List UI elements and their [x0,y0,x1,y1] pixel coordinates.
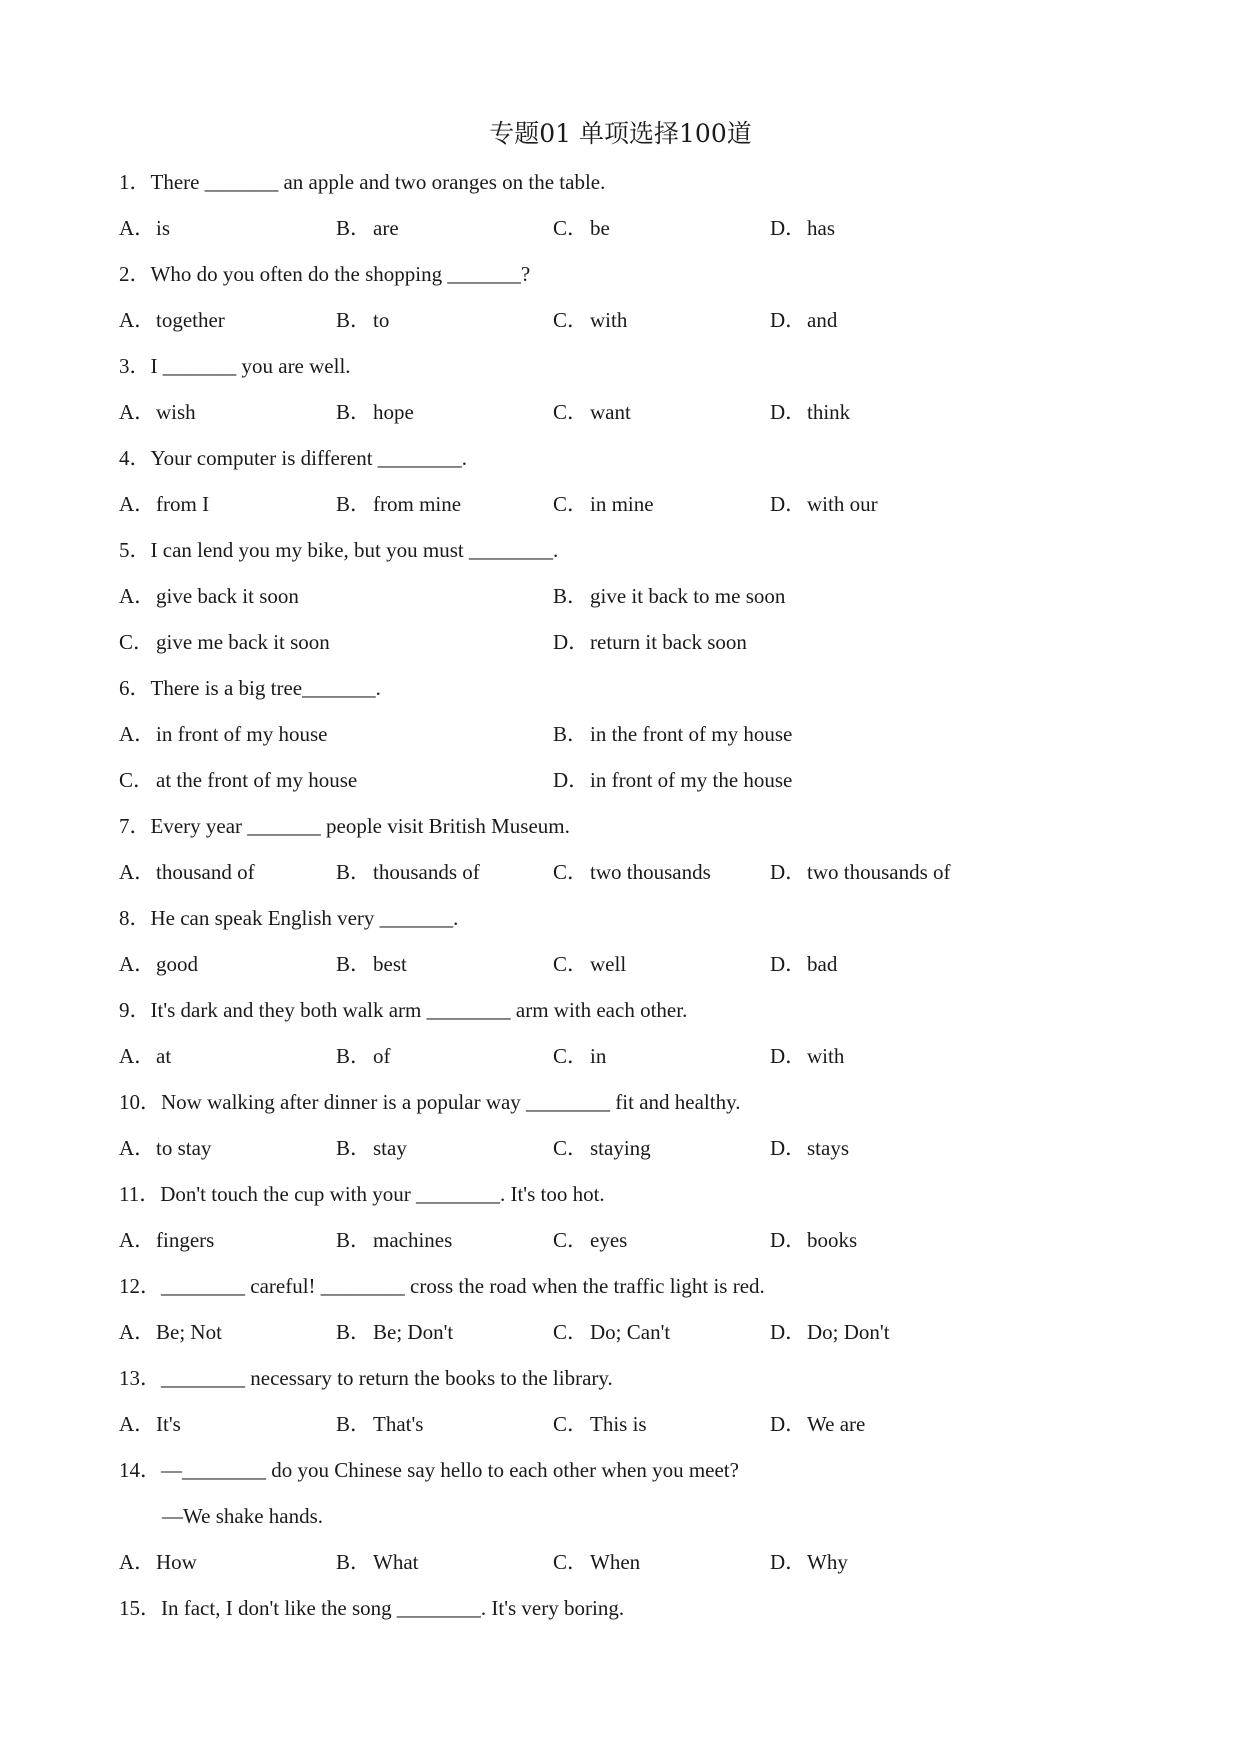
answer-option[interactable] [119,212,170,244]
options-row [119,718,1159,764]
option-letter: D． [770,308,807,332]
option-text: fingers [156,1228,215,1252]
option-letter: A． [119,1320,156,1344]
answer-option[interactable] [119,948,198,980]
option-text: in the front of my house [590,722,793,746]
question-text: ________ necessary to return the books to the library. [161,1366,613,1390]
question-text: I _______ you are well. [150,354,351,378]
answer-option[interactable] [336,212,399,244]
answer-option[interactable] [336,304,389,336]
option-text: give me back it soon [156,630,330,654]
question-text: Who do you often do the shopping _______? [150,262,531,286]
answer-option[interactable] [553,488,654,520]
option-text: What [373,1550,419,1574]
question-stem [119,902,1159,948]
option-letter: D． [770,1550,807,1574]
answer-option[interactable] [119,626,330,658]
option-letter: C． [553,1228,589,1252]
option-text: to stay [156,1136,212,1160]
question-number: 12． [119,1274,161,1298]
question-stem [119,1454,1159,1500]
option-letter: D． [553,768,590,792]
options-row [119,1316,1159,1362]
option-letter: B． [553,722,589,746]
question-text: In fact, I don't like the song ________. It's very boring. [161,1596,625,1620]
option-letter: C． [553,1136,589,1160]
option-text: Do; Can't [590,1320,671,1344]
question-text: He can speak English very _______. [150,906,459,930]
answer-option[interactable] [119,1316,222,1348]
option-text: staying [590,1136,651,1160]
option-text: two thousands [590,860,711,884]
option-text: from I [156,492,210,516]
answer-option[interactable] [553,856,711,888]
answer-option[interactable] [336,1224,452,1256]
answer-option[interactable] [553,212,610,244]
question-stem [119,1178,1159,1224]
answer-option[interactable] [770,1316,890,1348]
question-text: It's dark and they both walk arm ________ arm with each other. [150,998,688,1022]
question-stem [119,442,1159,488]
option-letter: D． [553,630,590,654]
answer-option[interactable] [553,1316,670,1348]
question-text: Your computer is different ________. [150,446,468,470]
answer-option[interactable] [770,212,835,244]
answer-option[interactable] [770,488,878,520]
answer-option[interactable] [553,764,792,796]
option-letter: B． [553,584,589,608]
question-number: 5． [119,538,151,562]
option-letter: B． [336,952,372,976]
option-text: has [807,216,835,240]
option-text: wish [156,400,196,424]
option-letter: A． [119,492,156,516]
option-letter: A． [119,584,156,608]
answer-option[interactable] [553,1224,627,1256]
option-letter: C． [553,216,589,240]
answer-option[interactable] [770,1132,849,1164]
option-text: in [590,1044,607,1068]
answer-option[interactable] [119,718,327,750]
option-letter: B． [336,860,372,884]
option-text: to [373,308,390,332]
option-text: best [373,952,407,976]
answer-option[interactable] [553,1040,606,1072]
page-title: 专题01 单项选择100道 [489,119,752,148]
option-text: is [156,216,171,240]
option-letter: B． [336,1044,372,1068]
option-text: well [590,952,627,976]
answer-option[interactable] [770,948,837,980]
option-text: are [373,216,399,240]
answer-option[interactable] [770,856,951,888]
answer-option[interactable] [553,948,626,980]
option-letter: A． [119,952,156,976]
option-letter: C． [553,308,589,332]
option-text: thousands of [373,860,480,884]
answer-option[interactable] [336,948,407,980]
option-text: Why [807,1550,848,1574]
option-letter: C． [553,1320,589,1344]
options-row [119,1040,1159,1086]
options-row [119,856,1159,902]
option-letter: A． [119,216,156,240]
question-list [119,166,1159,1638]
question-number: 11． [119,1182,161,1206]
option-letter: A． [119,1136,156,1160]
question-number: 14． [119,1458,161,1482]
answer-option[interactable] [770,1040,844,1072]
question-stem [119,672,1159,718]
option-letter: C． [553,1044,589,1068]
option-letter: B． [336,1412,372,1436]
options-row [119,1546,1159,1592]
answer-option[interactable] [119,1132,211,1164]
option-text: two thousands of [807,860,951,884]
option-letter: A． [119,1550,156,1574]
answer-option[interactable] [119,1546,197,1578]
answer-option[interactable] [336,1040,391,1072]
option-letter: A． [119,308,156,332]
answer-option[interactable] [336,1316,453,1348]
answer-option[interactable] [119,304,225,336]
option-letter: D． [770,952,807,976]
answer-option[interactable] [553,1408,647,1440]
question-stem [119,1592,1159,1638]
question-text: ________ careful! ________ cross the road when the traffic light is red. [161,1274,765,1298]
question-text: —________ do you Chinese say hello to each other when you meet? [161,1458,739,1482]
option-text: Be; Not [156,1320,222,1344]
option-text: give back it soon [156,584,299,608]
options-row [119,488,1159,534]
option-text: This is [590,1412,647,1436]
option-text: eyes [590,1228,628,1252]
question-number: 9． [119,998,151,1022]
question-number: 3． [119,354,151,378]
answer-option[interactable] [119,764,357,796]
answer-option[interactable] [119,1408,181,1440]
option-letter: A． [119,400,156,424]
answer-option[interactable] [336,488,461,520]
option-text: think [807,400,851,424]
answer-option[interactable] [770,1408,865,1440]
options-row [119,212,1159,258]
option-letter: D． [770,492,807,516]
option-text: together [156,308,225,332]
question-number: 7． [119,814,151,838]
answer-option[interactable] [336,396,414,428]
answer-option[interactable] [336,1132,407,1164]
option-text: and [807,308,838,332]
question-text: Don't touch the cup with your ________. It's too hot. [160,1182,605,1206]
option-text: bad [807,952,838,976]
option-text: stay [373,1136,407,1160]
option-text: machines [373,1228,453,1252]
answer-option[interactable] [770,396,850,428]
option-letter: B． [336,492,372,516]
question-number: 2． [119,262,151,286]
option-text: at [156,1044,172,1068]
option-letter: B． [336,308,372,332]
question-text: Now walking after dinner is a popular way ________ fit and healthy. [161,1090,741,1114]
answer-option[interactable] [119,856,255,888]
option-text: It's [156,1412,181,1436]
option-text: When [590,1550,641,1574]
question-text: Every year _______ people visit British Museum. [150,814,570,838]
question-number: 6． [119,676,151,700]
answer-option[interactable] [119,1040,171,1072]
question-number: 13． [119,1366,161,1390]
option-text: Be; Don't [373,1320,454,1344]
question-number: 4． [119,446,151,470]
option-letter: C． [553,492,589,516]
option-letter: D． [770,1228,807,1252]
option-letter: A． [119,1228,156,1252]
answer-option[interactable] [553,718,792,750]
option-letter: D． [770,1136,807,1160]
answer-option[interactable] [336,1408,423,1440]
question-text: There is a big tree_______. [150,676,381,700]
option-letter: D． [770,400,807,424]
options-row [119,1224,1159,1270]
options-row [119,396,1159,442]
option-text: return it back soon [590,630,747,654]
option-letter: C． [553,1412,589,1436]
option-text: give it back to me soon [590,584,786,608]
option-text: stays [807,1136,849,1160]
option-text: at the front of my house [156,768,358,792]
options-row [119,1132,1159,1178]
option-text: That's [373,1412,424,1436]
option-text: from mine [373,492,462,516]
option-text: want [590,400,631,424]
option-text: in mine [590,492,654,516]
option-letter: D． [770,1044,807,1068]
option-letter: D． [770,860,807,884]
answer-option[interactable] [553,396,631,428]
question-number: 15． [119,1596,161,1620]
option-letter: B． [336,1228,372,1252]
question-stem [119,810,1159,856]
option-letter: A． [119,722,156,746]
answer-option[interactable] [553,1546,640,1578]
option-text: in front of my house [156,722,328,746]
options-row [119,1408,1159,1454]
option-letter: A． [119,1044,156,1068]
option-letter: D． [770,216,807,240]
option-text: with our [807,492,878,516]
option-text: with [590,308,628,332]
option-letter: D． [770,1412,807,1436]
question-number: 8． [119,906,151,930]
option-letter: C． [119,768,155,792]
answer-option[interactable] [770,304,837,336]
option-letter: C． [553,860,589,884]
option-letter: A． [119,1412,156,1436]
options-row [119,764,1159,810]
question-text: There _______ an apple and two oranges on the table. [150,170,606,194]
option-text: thousand of [156,860,255,884]
option-text: with [807,1044,845,1068]
options-row [119,304,1159,350]
option-text: be [590,216,610,240]
question-number: 10． [119,1090,161,1114]
option-text: good [156,952,198,976]
question-number: 1． [119,170,151,194]
answer-option[interactable] [119,580,299,612]
option-text: books [807,1228,858,1252]
question-stem [119,1270,1159,1316]
option-letter: C． [119,630,155,654]
answer-option[interactable] [119,488,209,520]
answer-option[interactable] [553,580,785,612]
option-letter: C． [553,400,589,424]
question-stem [119,1086,1159,1132]
answer-option[interactable] [336,1546,418,1578]
answer-option[interactable] [770,1546,848,1578]
question-stem [119,258,1159,304]
option-letter: B． [336,216,372,240]
option-text: of [373,1044,391,1068]
option-letter: B． [336,1136,372,1160]
option-letter: D． [770,1320,807,1344]
option-letter: B． [336,400,372,424]
question-text: I can lend you my bike, but you must ________. [150,538,559,562]
option-text: hope [373,400,414,424]
option-text: We are [807,1412,866,1436]
question-stem [119,534,1159,580]
option-letter: B． [336,1320,372,1344]
option-text: in front of my the house [590,768,793,792]
option-letter: A． [119,860,156,884]
option-letter: C． [553,1550,589,1574]
answer-option[interactable] [553,304,627,336]
options-row [119,626,1159,672]
question-stem [119,994,1159,1040]
answer-option[interactable] [119,1224,214,1256]
answer-option[interactable] [336,856,480,888]
option-text: Do; Don't [807,1320,890,1344]
option-letter: C． [553,952,589,976]
answer-option[interactable] [553,626,747,658]
question-stem [119,1362,1159,1408]
answer-option[interactable] [119,396,196,428]
question-stem [119,166,1159,212]
option-letter: B． [336,1550,372,1574]
answer-option[interactable] [553,1132,651,1164]
options-row [119,948,1159,994]
answer-option[interactable] [770,1224,857,1256]
question-stem [119,350,1159,396]
options-row [119,580,1159,626]
option-text: How [156,1550,197,1574]
question-reply: —We shake hands. [162,1504,324,1528]
